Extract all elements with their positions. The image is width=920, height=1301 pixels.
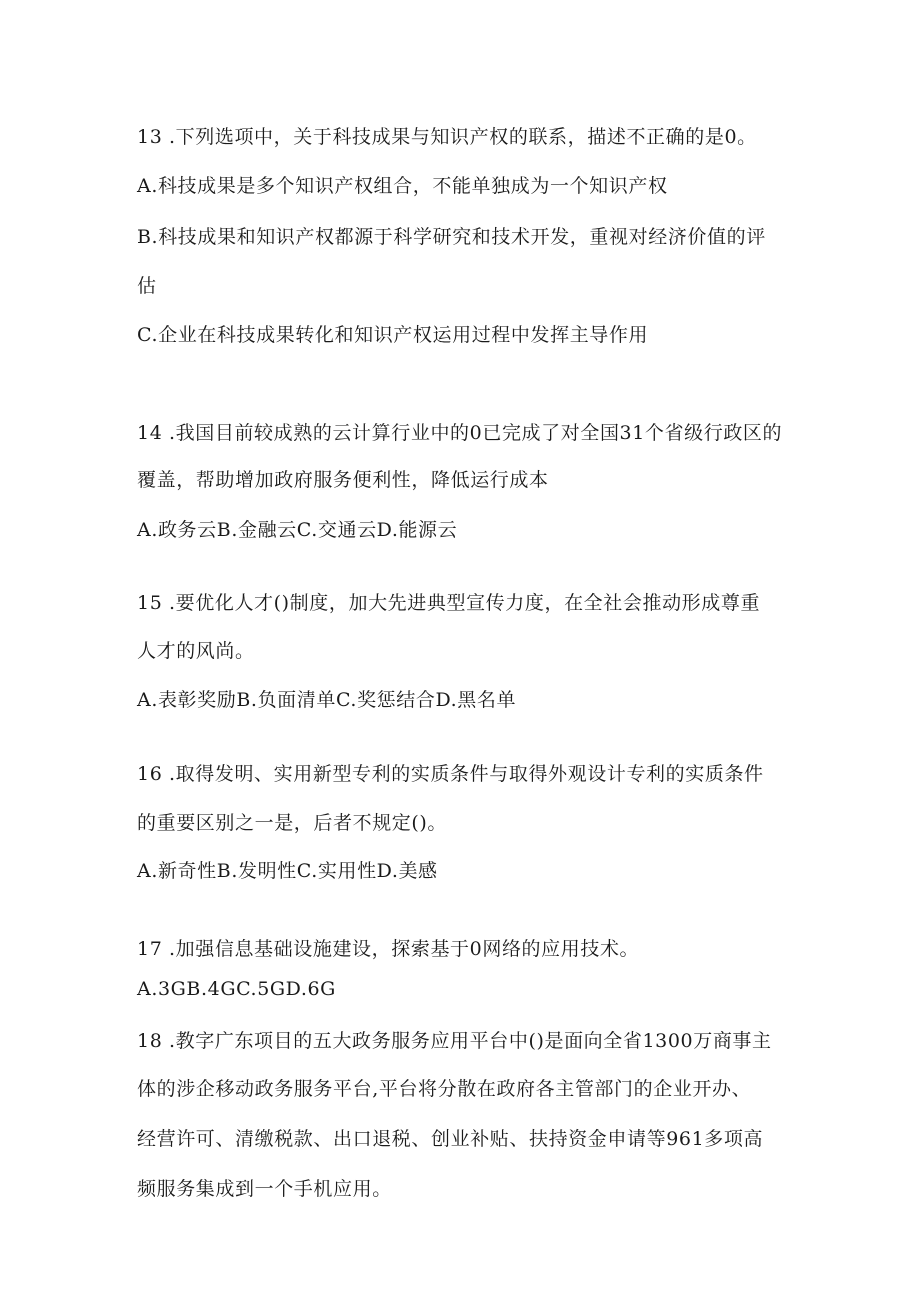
question-18-stem-line-2: 体的涉企移动政务服务平台,平台将分散在政府各主管部门的企业开办、 xyxy=(137,1078,752,1100)
question-15-options: A.表彰奖励B.负面清单C.奖惩结合D.黑名单 xyxy=(137,689,517,711)
question-13-option-b: B.科技成果和知识产权都源于科学研究和技术开发，重视对经济价值的评 xyxy=(137,226,766,248)
question-13-stem-line-1: 13 .下列选项中，关于科技成果与知识产权的联系，描述不正确的是0。 xyxy=(137,126,757,148)
question-15-stem-line-1: 15 .要优化人才()制度，加大先进典型宣传力度，在全社会推动形成尊重 xyxy=(137,592,761,614)
question-18-stem-line-3: 经营许可、清缴税款、出口退税、创业补贴、扶持资金申请等961多项高 xyxy=(137,1128,764,1150)
question-18-stem-line-1: 18 .教字广东项目的五大政务服务应用平台中()是面向全省1300万商事主 xyxy=(137,1030,772,1052)
question-13-option-a: A.科技成果是多个知识产权组合，不能单独成为一个知识产权 xyxy=(137,175,668,197)
question-14-stem-line-2: 覆盖，帮助增加政府服务便利性，降低运行成本 xyxy=(137,469,549,491)
question-17-options: A.3GB.4GC.5GD.6G xyxy=(137,978,336,1000)
question-14-stem-line-1: 14 .我国目前较成熟的云计算行业中的0已完成了对全国31个省级行政区的 xyxy=(137,422,783,444)
question-13-option-c: C.企业在科技成果转化和知识产权运用过程中发挥主导作用 xyxy=(137,324,649,346)
question-18-stem-line-4: 频服务集成到一个手机应用。 xyxy=(137,1178,392,1200)
question-14-options: A.政务云B.金融云C.交通云D.能源云 xyxy=(137,519,458,541)
question-13-option-b-continued: 估 xyxy=(137,275,157,297)
question-16-stem-line-2: 的重要区别之一是，后者不规定()。 xyxy=(137,812,448,834)
question-16-options: A.新奇性B.发明性C.实用性D.美感 xyxy=(137,860,438,882)
question-16-stem-line-1: 16 .取得发明、实用新型专利的实质条件与取得外观设计专利的实质条件 xyxy=(137,763,764,785)
question-15-stem-line-2: 人才的风尚。 xyxy=(137,640,255,662)
question-17-stem-line-1: 17 .加强信息基础设施建设，探索基于0网络的应用技术。 xyxy=(137,938,640,960)
